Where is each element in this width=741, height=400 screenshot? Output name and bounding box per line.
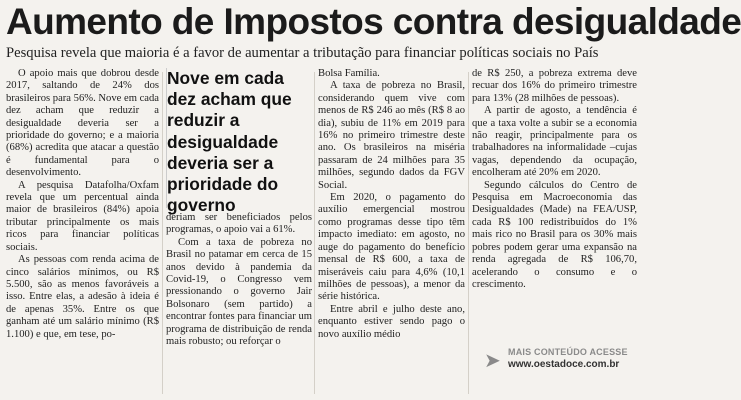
paragraph: de R$ 250, a pobreza extrema deve recuar dos 16% do primeiro trimestre para 13% (28 milhões de pessoas).	[472, 68, 637, 104]
column-divider	[468, 72, 469, 394]
paragraph: A taxa de pobreza no Brasil, considerando quem vive com menos de R$ 246 ao mês (R$ 8 ao dia), subiu de 11% em 2019 para 16% no primeiro trimestre deste ano. Os brasileiros na miséria passaram de 24 milhões para 35 milhões, segundo dados da FGV Social.	[318, 80, 465, 191]
promo-link[interactable]	[484, 345, 634, 377]
paragraph: Segundo cálculos do Centro de Pesquisa em Macroeconomia das Desigualdades (Made) na FEA/USP, cada R$ 100 redistribuídos do 1% mais rico no Brasil para os 30% mais pobres podem gerar uma expansão na renda agregada de R$ 106,70, acelerando o consumo e o crescimento.	[472, 179, 637, 290]
paragraph: Entre abril e julho deste ano, enquanto estiver sendo pago o novo auxílio médio	[318, 303, 465, 340]
arrow-right-icon: ➤	[484, 348, 501, 372]
column-divider	[314, 72, 315, 394]
article-column-1	[6, 68, 159, 341]
paragraph: As pessoas com renda acima de cinco salários mínimos, ou R$ 5.500, são as menos favoráveis a isso. Entre elas, a adesão à ideia é de apenas 35%. Entre os que ganham até um salário mínimo (R$ 1.100) e que, em tese, po-	[6, 254, 159, 340]
paragraph: Em 2020, o pagamento do auxílio emergencial mostrou como programas desse tipo têm impacto imediato: em agosto, no auge do pagamento do benefício mensal de R$ 600, a taxa de miseráveis caiu para 4,6% (10,1 milhões de pessoas), a menor da série histórica.	[318, 192, 465, 303]
pull-quote: Nove em cada dez acham que reduzir a desigualdade deveria ser a prioridade do governo	[166, 68, 313, 208]
paragraph: A pesquisa Datafolha/Oxfam revela que um percentual ainda maior de brasileiros (84%) apoia tributar principalmente os mais ricos para financiar políticas sociais.	[6, 179, 159, 253]
promo-url[interactable]: www.oestadoce.com.br	[508, 359, 620, 370]
subtitle: Pesquisa revela que maioria é a favor de aumentar a tributação para financiar políticas sociais no País	[6, 45, 599, 61]
paragraph: Bolsa Família.	[318, 68, 380, 79]
article-column-2	[166, 212, 312, 348]
paragraph: Com a taxa de pobreza no Brasil no patamar em cerca de 15 anos devido à pandemia da Covid-19, o Congresso vem pressionando o governo Jair Bolsonaro (sem partido) a encontrar fontes para financiar um programa de distribuição de renda mais robusto; ou reforçar o	[166, 236, 312, 348]
paragraph: O apoio mais que dobrou desde 2017, saltando de 24% dos brasileiros para 56%. Nove em cada dez acham que reduzir a desigualdade deveria ser a prioridade do governo; e a maioria (68%) acredita que atacar a questão é fundamental para o desenvolvimento.	[6, 68, 159, 179]
paragraph: deriam ser beneficiados pelos programas, o apoio vai a 61%.	[166, 212, 312, 236]
article-column-4	[472, 68, 637, 291]
column-divider	[162, 72, 163, 394]
headline: Aumento de Impostos contra desigualdade	[6, 1, 741, 42]
paragraph: A partir de agosto, a tendência é que a taxa volte a subir se a economia não reagir, principalmente para os trabalhadores na informalidade –cujas vagas, dependendo da ocupação, encolheram até 20% em 2020.	[472, 105, 637, 179]
promo-label: MAIS CONTEÚDO ACESSE	[508, 347, 628, 357]
article-column-3	[318, 68, 465, 341]
